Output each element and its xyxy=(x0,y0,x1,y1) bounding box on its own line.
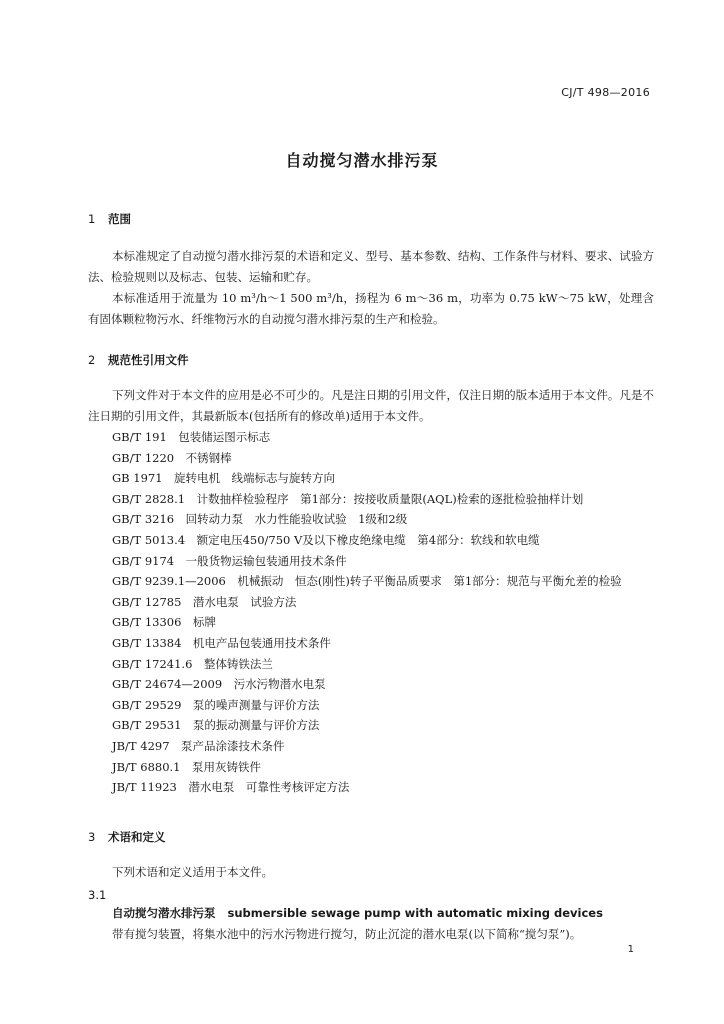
reference-item: JB/T 6880.1 泵用灰铸铁件 xyxy=(112,759,261,774)
reference-item: GB/T 13384 机电产品包装通用技术条件 xyxy=(112,635,331,650)
reference-item: GB/T 9174 一般货物运输包装通用技术条件 xyxy=(112,553,347,568)
scope-paragraph-1: 本标准规定了自动搅匀潜水排污泵的术语和定义、型号、基本参数、结构、工作条件与材料、要求、试验方法、检验规则以及标志、包装、运输和贮存。 xyxy=(88,249,654,284)
reference-item: GB/T 13306 标牌 xyxy=(112,615,216,630)
reference-item: JB/T 4297 泵产品涂漆技术条件 xyxy=(112,738,285,753)
page-number: 1 xyxy=(627,944,634,955)
reference-item: GB/T 3216 回转动力泵 水力性能验收试验 1级和2级 xyxy=(112,512,408,527)
section-2-heading xyxy=(88,352,189,368)
reference-item: GB/T 191 包装储运图示标志 xyxy=(112,430,271,444)
section-3-title: 术语和定义 xyxy=(108,830,166,844)
section-1-heading xyxy=(88,211,131,227)
reference-item: GB/T 2828.1 计数抽样检验程序 第1部分：按接收质量限(AQL)检索的逐批检验抽样计划 xyxy=(112,491,584,506)
section-2-number: 2 xyxy=(88,353,96,367)
reference-item: GB/T 1220 不锈钢棒 xyxy=(112,450,232,465)
reference-item: GB/T 12785 潜水电泵 试验方法 xyxy=(112,594,297,609)
section-2-title: 规范性引用文件 xyxy=(108,353,189,367)
reference-item: GB/T 5013.4 额定电压450/750 V及以下橡皮绝缘电缆 第4部分：软线和软电缆 xyxy=(112,532,540,547)
section-3-number: 3 xyxy=(88,830,96,844)
reference-item: GB/T 24674—2009 污水污物潜水电泵 xyxy=(112,677,326,692)
document-title: 自动搅匀潜水排污泵 xyxy=(285,151,439,170)
reference-list xyxy=(88,427,654,798)
term-number: 3.1 xyxy=(88,888,107,902)
reference-item: JB/T 11923 潜水电泵 可靠性考核评定方法 xyxy=(112,780,350,795)
reference-item: GB 1971 旋转电机 线端标志与旋转方向 xyxy=(112,471,336,486)
standard-code: CJ/T 498—2016 xyxy=(561,86,650,99)
term-definition: 带有搅匀装置，将集水池中的污水污物进行搅匀，防止沉淀的潜水电泵(以下简称“搅匀泵”)。 xyxy=(112,927,582,941)
section-1-number: 1 xyxy=(88,212,96,226)
terms-intro: 下列术语和定义适用于本文件。 xyxy=(112,865,273,879)
term-chinese: 自动搅匀潜水排污泵 xyxy=(112,906,216,920)
reference-item: GB/T 17241.6 整体铸铁法兰 xyxy=(112,656,273,671)
section-1-title: 范围 xyxy=(108,212,131,226)
term-entry xyxy=(112,905,603,921)
reference-item: GB/T 29531 泵的振动测量与评价方法 xyxy=(112,718,320,733)
references-intro: 下列文件对于本文件的应用是必不可少的。凡是注日期的引用文件，仅注日期的版本适用于本文件。凡是不注日期的引用文件，其最新版本(包括所有的修改单)适用于本文件。 xyxy=(88,388,654,423)
section-3-heading xyxy=(88,829,166,845)
reference-item: GB/T 29529 泵的噪声测量与评价方法 xyxy=(112,697,320,712)
reference-item: GB/T 9239.1—2006 机械振动 恒态(刚性)转子平衡品质要求 第1部分：规范与平衡允差的检验 xyxy=(112,574,622,589)
scope-paragraph-2: 本标准适用于流量为 10 m³/h～1 500 m³/h，扬程为 6 m～36 m，功率为 0.75 kW～75 kW，处理含有固体颗粒物污水、纤维物污水的自动搅匀潜水排污泵的生产和检验。 xyxy=(88,291,654,326)
term-english: submersible sewage pump with automatic mixing devices xyxy=(227,906,603,920)
